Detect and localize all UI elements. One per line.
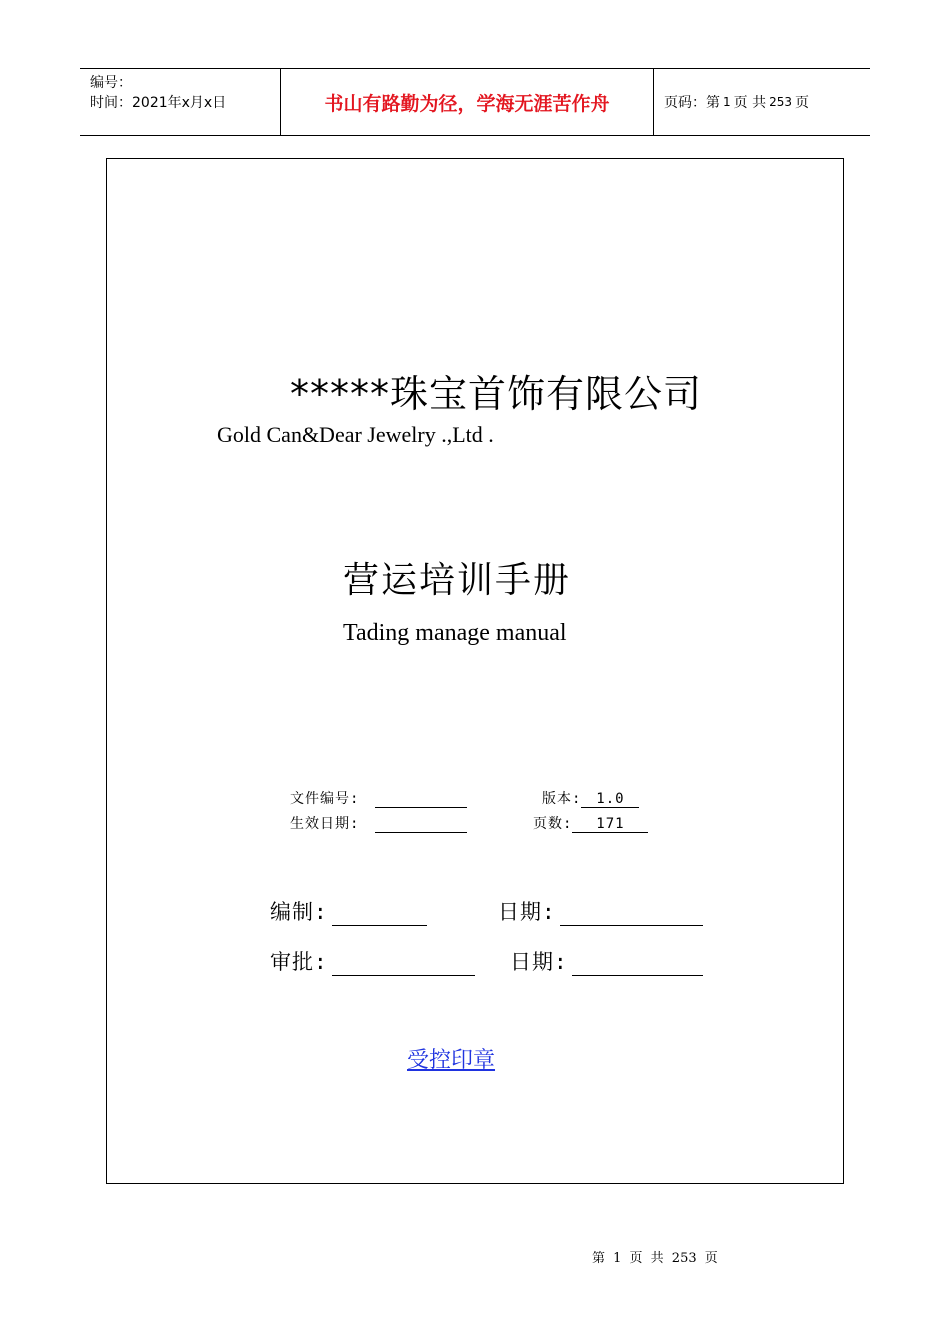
manual-title-en: Tading manage manual [343,620,567,646]
version-row [542,788,639,808]
page-header [80,68,870,136]
page-suffix: 页 [795,95,809,111]
prepared-date-row [498,896,703,926]
page-prefix: 页码：第 [664,95,720,111]
header-left-cell [80,69,281,135]
effective-date-label: 生效日期: [290,816,360,832]
effective-date-row [290,813,467,833]
controlled-seal-link[interactable]: 受控印章 [407,1048,496,1073]
company-name-en: Gold Can&Dear Jewelry .,Ltd . [217,422,494,447]
effective-date-field[interactable] [375,816,467,833]
approved-field[interactable] [332,953,475,976]
cover-frame [106,158,844,1184]
page-mid: 页 共 [733,95,767,111]
file-no-field[interactable] [375,791,467,808]
approved-row [270,946,475,976]
company-name-cn: *****珠宝首饰有限公司 [290,372,703,416]
manual-title-cn: 营运培训手册 [343,560,572,601]
header-motto: 书山有路勤为径，学海无涯苦作舟 [281,69,654,135]
page-total: 253 [769,95,792,109]
prepared-row [270,896,427,926]
file-no-row [290,788,467,808]
page-current: 1 [723,95,731,109]
approved-label: 审批: [270,950,328,974]
version-field[interactable]: 1.0 [581,791,639,808]
prepared-field[interactable] [332,903,427,926]
version-label: 版本: [542,791,582,807]
prepared-date-field[interactable] [560,903,703,926]
number-label: 编号： [90,75,132,91]
pages-row [533,813,648,833]
approved-date-row [510,946,703,976]
approved-date-field[interactable] [572,953,703,976]
file-no-label: 文件编号: [290,791,360,807]
time-label: 时间：2021年x月x日 [90,95,227,111]
prepared-label: 编制: [270,900,328,924]
page-footer: 第 1 页 共 253 页 [592,1251,718,1266]
header-page-info [654,69,870,135]
prepared-date-label: 日期: [498,900,556,924]
pages-label: 页数: [533,816,573,832]
approved-date-label: 日期: [510,950,568,974]
pages-field[interactable]: 171 [572,816,648,833]
